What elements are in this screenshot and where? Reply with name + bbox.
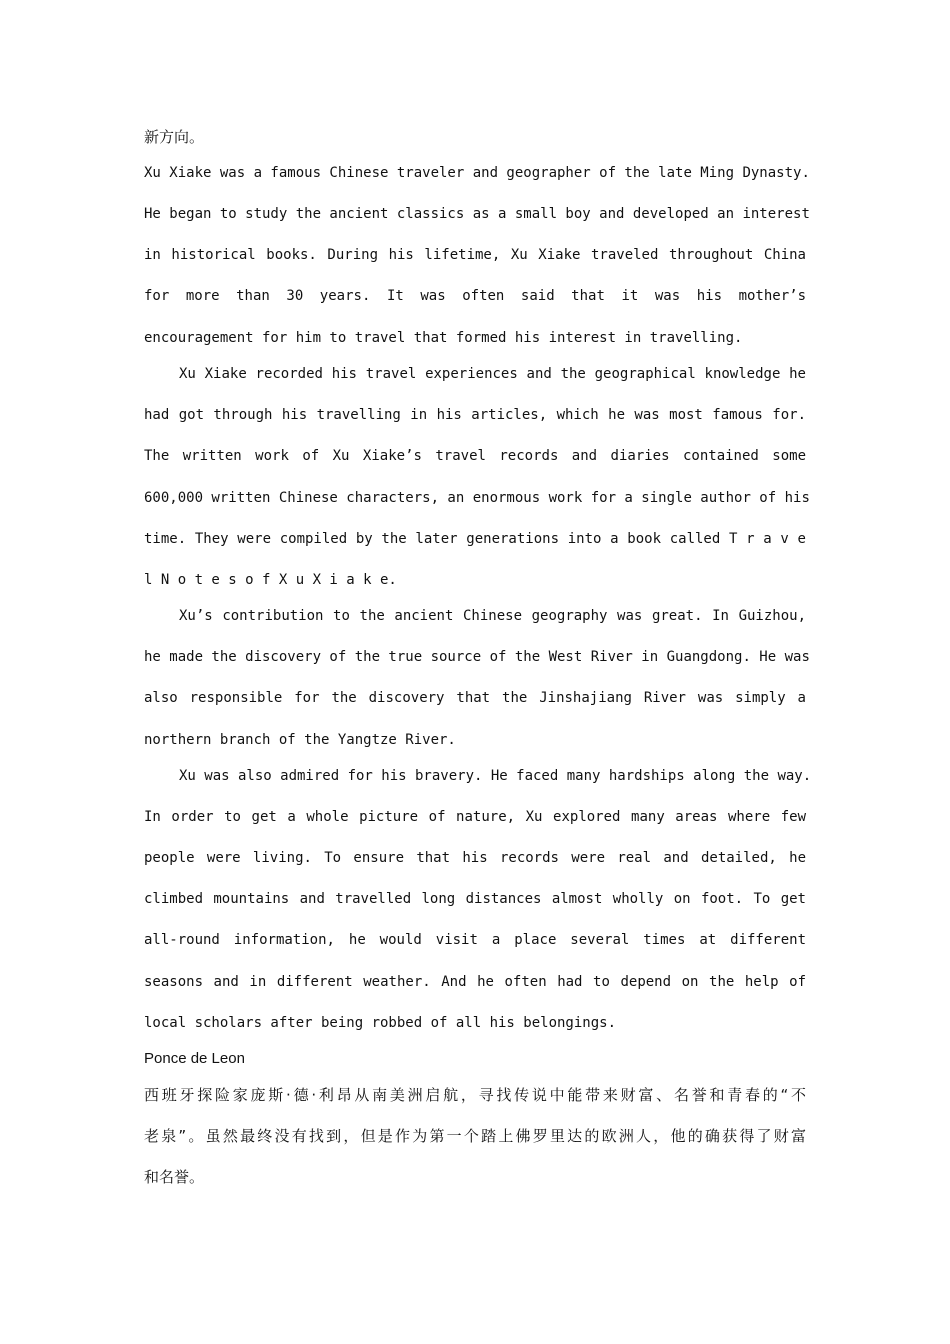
p1-line-3: in historical books. During his lifetime, Xu Xiake traveled throughout China xyxy=(144,247,806,263)
p2-line-6: l N o t e s o f X u X i a k e. xyxy=(144,572,397,588)
p1-line-2: He began to study the ancient classics as a small boy and developed an interest xyxy=(144,206,810,222)
p4-line-6: seasons and in different weather. And he often had to depend on the help of xyxy=(144,974,806,990)
p4-line-7: local scholars after being robbed of all his belongings. xyxy=(144,1015,617,1031)
p3-line-2: he made the discovery of the true source of the West River in Guangdong. He was xyxy=(144,649,810,665)
p4-line-1: Xu was also admired for his bravery. He faced many hardships along the way. xyxy=(179,768,812,784)
p4-line-5: all-round information, he would visit a place several times at different xyxy=(144,932,806,948)
p2-line-5: time. They were compiled by the later generations into a book called T r a v e xyxy=(144,531,806,547)
p3-line-1: Xu’s contribution to the ancient Chinese geography was great. In Guizhou, xyxy=(179,608,806,624)
ponce-cn-line-2: 老泉”。虽然最终没有找到，但是作为第一个踏上佛罗里达的欧洲人，他的确获得了财富 xyxy=(144,1127,806,1145)
ponce-cn-line-1: 西班牙探险家庞斯·德·利昂从南美洲启航，寻找传说中能带来财富、名誉和青春的“不 xyxy=(144,1086,806,1104)
p1-line-1: Xu Xiake was a famous Chinese traveler and geographer of the late Ming Dynasty. xyxy=(144,165,810,181)
p4-line-2: In order to get a whole picture of nature, Xu explored many areas where few xyxy=(144,809,806,825)
p2-line-3: The written work of Xu Xiake’s travel records and diaries contained some xyxy=(144,448,806,464)
p4-line-4: climbed mountains and travelled long distances almost wholly on foot. To get xyxy=(144,891,806,907)
p3-line-4: northern branch of the Yangtze River. xyxy=(144,732,456,748)
p4-line-3: people were living. To ensure that his records were real and detailed, he xyxy=(144,850,806,866)
section-heading-ponce: Ponce de Leon xyxy=(144,1050,245,1067)
p3-line-3: also responsible for the discovery that the Jinshajiang River was simply a xyxy=(144,690,806,706)
p1-line-4: for more than 30 years. It was often said that it was his mother’s xyxy=(144,288,806,304)
p2-line-2: had got through his travelling in his articles, which he was most famous for. xyxy=(144,407,806,423)
p2-line-4: 600,000 written Chinese characters, an enormous work for a single author of his xyxy=(144,490,810,506)
p1-line-5: encouragement for him to travel that formed his interest in travelling. xyxy=(144,330,743,346)
intro-cn-tail: 新方向。 xyxy=(144,128,205,146)
ponce-cn-line-3: 和名誉。 xyxy=(144,1168,205,1186)
p2-line-1: Xu Xiake recorded his travel experiences and the geographical knowledge he xyxy=(179,366,806,382)
